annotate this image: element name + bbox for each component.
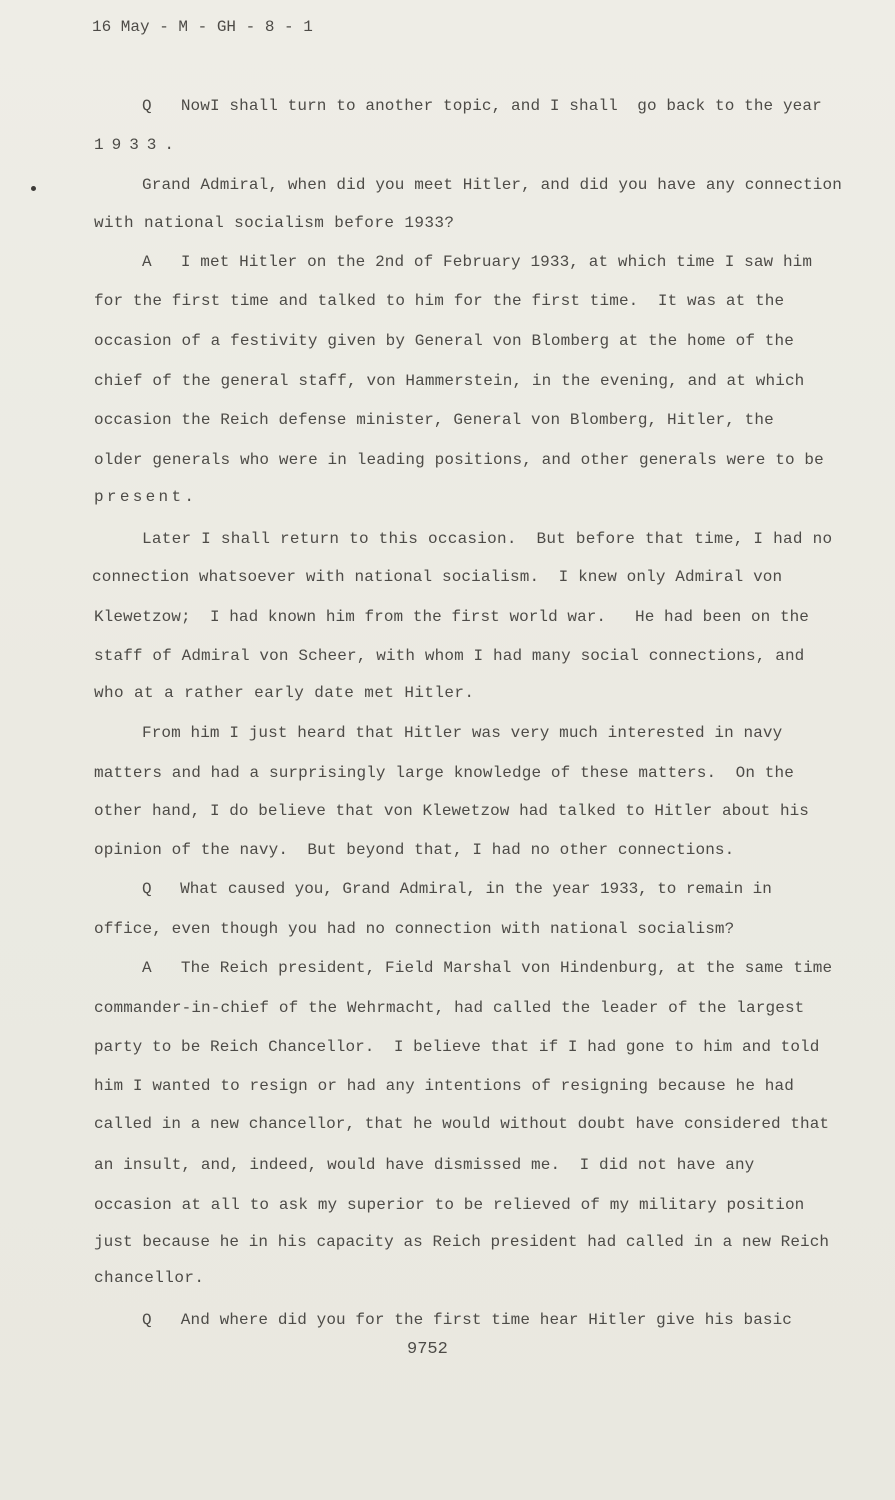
document-header: 16 May - M - GH - 8 - 1 bbox=[92, 18, 313, 36]
text-line: with national socialism before 1933? bbox=[94, 214, 455, 232]
text-line: A I met Hitler on the 2nd of February 1933, at which time I saw him bbox=[142, 253, 813, 271]
text-line: Q What caused you, Grand Admiral, in the year 1933, to remain in bbox=[142, 880, 772, 898]
text-line: matters and had a surprisingly large knowledge of these matters. On the bbox=[94, 764, 794, 782]
text-line: 1933. bbox=[94, 136, 183, 154]
text-line: called in a new chancellor, that he would without doubt have considered that bbox=[94, 1115, 830, 1133]
text-line: older generals who were in leading positions, and other generals were to be bbox=[94, 451, 824, 469]
text-line: A The Reich president, Field Marshal von Hindenburg, at the same time bbox=[142, 959, 833, 977]
text-line: present. bbox=[94, 488, 198, 506]
text-line: who at a rather early date met Hitler. bbox=[94, 684, 475, 702]
page-number: 9752 bbox=[407, 1340, 448, 1359]
text-line: Klewetzow; I had known him from the first world war. He had been on the bbox=[94, 608, 809, 626]
margin-mark bbox=[31, 186, 36, 191]
text-line: Later I shall return to this occasion. But before that time, I had no bbox=[142, 530, 833, 548]
text-line: him I wanted to resign or had any intentions of resigning because he had bbox=[94, 1077, 794, 1095]
text-line: chief of the general staff, von Hammerstein, in the evening, and at which bbox=[94, 372, 805, 390]
text-line: Grand Admiral, when did you meet Hitler, and did you have any connection bbox=[142, 176, 842, 194]
text-line: occasion at all to ask my superior to be relieved of my military position bbox=[94, 1196, 805, 1214]
text-line: chancellor. bbox=[94, 1269, 205, 1287]
text-line: occasion of a festivity given by General von Blomberg at the home of the bbox=[94, 332, 794, 350]
text-line: Q NowI shall turn to another topic, and I shall go back to the year bbox=[142, 97, 822, 115]
text-line: staff of Admiral von Scheer, with whom I had many social connections, and bbox=[94, 647, 805, 665]
text-line: From him I just heard that Hitler was very much interested in navy bbox=[142, 724, 783, 742]
text-line: for the first time and talked to him for the first time. It was at the bbox=[94, 292, 785, 310]
text-line: opinion of the navy. But beyond that, I had no other connections. bbox=[94, 841, 735, 859]
text-line: party to be Reich Chancellor. I believe that if I had gone to him and told bbox=[94, 1038, 820, 1056]
text-line: an insult, and, indeed, would have dismissed me. I did not have any bbox=[94, 1156, 755, 1174]
text-line: commander-in-chief of the Wehrmacht, had called the leader of the largest bbox=[94, 999, 805, 1017]
text-line: other hand, I do believe that von Klewetzow had talked to Hitler about his bbox=[94, 802, 809, 820]
text-line: connection whatsoever with national socialism. I knew only Admiral von bbox=[92, 568, 783, 586]
text-line: just because he in his capacity as Reich president had called in a new Reich bbox=[94, 1233, 830, 1251]
text-line: Q And where did you for the first time hear Hitler give his basic bbox=[142, 1311, 793, 1329]
text-line: office, even though you had no connection with national socialism? bbox=[94, 920, 735, 938]
text-line: occasion the Reich defense minister, General von Blomberg, Hitler, the bbox=[94, 411, 774, 429]
